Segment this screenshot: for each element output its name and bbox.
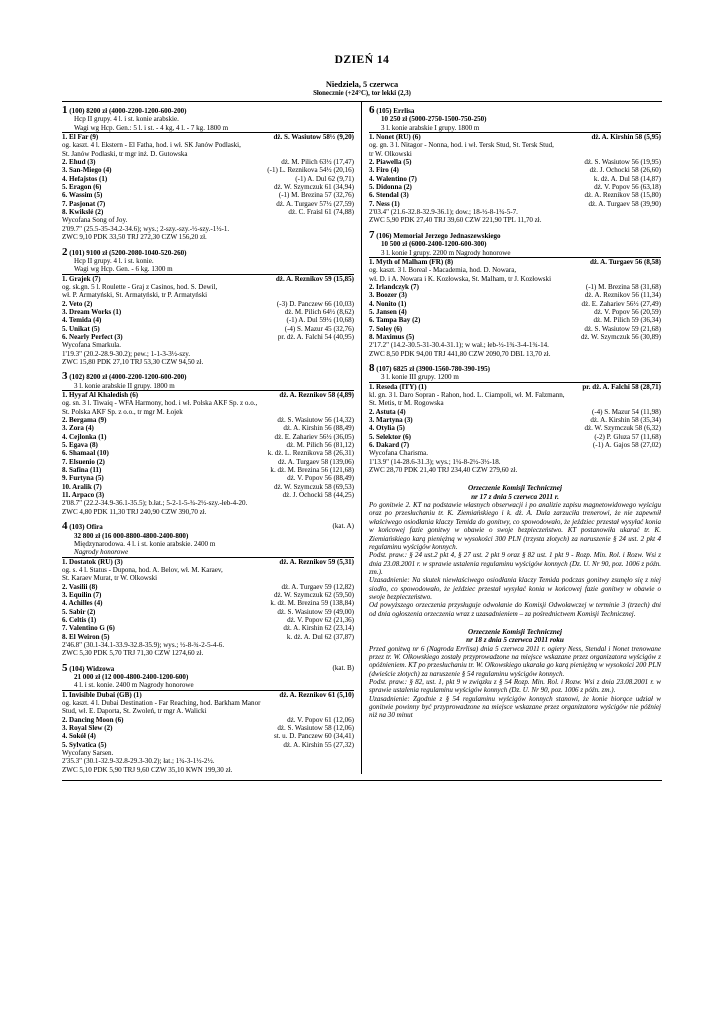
jockey-info: (-1) M. Brezina 57 (32,76) [278, 191, 354, 200]
horse-name: 8. Maximus (5) [369, 332, 415, 341]
jockey-info: dż. W. Szymczuk 61 (34,94) [273, 183, 354, 192]
horse-name: 7. Soley (6) [369, 324, 403, 333]
horse-name: 5. Selektor (6) [369, 432, 411, 441]
horse-name: 4. Cejlonka (1) [62, 432, 107, 441]
place-row [62, 441, 354, 449]
place-row [369, 175, 661, 183]
jockey-info: k. dż. A. Dul 62 (37,87) [286, 632, 354, 641]
race-heading [369, 228, 661, 241]
race-block [62, 522, 354, 658]
horse-name: 8. Kwikslé (2) [62, 208, 104, 217]
place-row [62, 316, 354, 324]
winner-info: og. s. 4 l. Status - Dupona, hod. A. Belov, wł. M. Karaev, [62, 565, 223, 574]
race-block [62, 245, 354, 367]
winner-name: 1. Invisible Dubai (GB) (1) [62, 690, 142, 699]
winner-info: kl. gn. 3 l. Daro Sopran - Rahon, hod. L. Ciampoli, wł. M. Falzmann, [369, 391, 565, 399]
commission-title: Orzeczenie Komisji Technicznej [468, 484, 562, 493]
place-row [62, 483, 354, 491]
jockey-info: dż. V. Popov 56 (88,49) [287, 474, 354, 483]
winner-info: og. sk.gn. 5 l. Roulette - Graj z Casinos, hod. S. Dewil, [62, 282, 218, 291]
race-title [369, 228, 501, 241]
horse-name: 2. Piawella (5) [369, 158, 412, 167]
place-row [62, 716, 354, 724]
place-row [62, 300, 354, 308]
commission-appeal: Od powyższego orzeczenia przysługuje odwołanie do Komisji Odwoławczej w terminie 3 (trzech) dni od dnia ogłoszenia orzeczenia wraz z uzasadnieniem – za pośrednictwem Komisji Technicznej. [369, 601, 661, 618]
place-row [369, 166, 661, 174]
horse-name: 3. Dream Works (1) [62, 307, 122, 316]
jockey-info: dż. S. Wasiutow 59 (21,68) [584, 324, 661, 333]
jockey-info: pr. dż. A. Falchi 54 (40,95) [277, 332, 354, 341]
place-row [62, 608, 354, 616]
winner-jockey: pr. dż. A. Falchi 58 (28,71) [582, 382, 661, 391]
place-row [62, 466, 354, 474]
place-row [62, 325, 354, 333]
place-row [369, 441, 661, 449]
race-condition: 21 000 zł (12 000-4800-2400-1200-600) [74, 673, 189, 681]
jockey-info: dż. J. Ochocki 58 (26,60) [589, 166, 661, 175]
jockey-info: (-1) M. Brezina 58 (31,68) [585, 282, 661, 291]
horse-name: 6. Wassim (5) [62, 191, 103, 200]
race-purse: (101) 9100 zł (5200-2080-1040-520-260) [69, 248, 187, 257]
place-row [369, 433, 661, 441]
race-purse: (105) Errlisa [376, 107, 415, 115]
winner-row [369, 132, 661, 141]
race-number: 6 [369, 104, 375, 116]
horse-name: 6. Dakard (7) [369, 441, 410, 450]
race-title [62, 661, 115, 674]
race-footer: ZWC 28,70 PDK 21,40 TRJ 234,40 CZW 279,60 zł. [369, 466, 518, 475]
race-footer: ZWC 4,80 PDK 11,30 TRJ 240,90 CZW 390,70 zł. [62, 507, 207, 516]
place-row [369, 416, 661, 424]
place-row [62, 591, 354, 599]
winner-info: wł. P. Armatyński, St. Armatyński, tr P. Armatyński [62, 291, 208, 300]
horse-name: 7. Pasjonat (7) [62, 199, 106, 208]
race-block [62, 372, 354, 516]
jockey-info: dż. W. Szymczuk 56 (30,89) [580, 332, 661, 341]
race-heading [62, 522, 354, 531]
place-row [369, 300, 661, 308]
race-title [62, 372, 187, 381]
winner-name: 1. Hyyaf Al Khaledish (6) [62, 391, 139, 399]
jockey-info: dż. J. Ochocki 58 (44,25) [282, 491, 354, 500]
race-condition: Wagi wg Hcp. Gen. - 6 kg. 1300 m [74, 265, 173, 274]
horse-name: 7. Elsuenio (2) [62, 457, 105, 466]
race-purse: (102) 8200 zł (4000-2200-1200-600-200) [69, 373, 187, 382]
race-condition: 4 l. i st. konie. 2400 m Nagrody honorowe [74, 681, 194, 690]
winner-row [62, 557, 354, 566]
commission-18 [369, 628, 661, 720]
jockey-info: dż. A. Reznikov 56 (11,34) [584, 291, 661, 300]
race-purse: (104) Widzowa [69, 664, 115, 673]
place-row [62, 416, 354, 424]
horse-name: 6. Shamaal (10) [62, 449, 109, 458]
race-condition: 3 l. konie arabskie II grupy. 1800 m [74, 381, 175, 390]
horse-name: 2. Vasilii (8) [62, 582, 98, 591]
race-title [62, 106, 187, 115]
race-heading [62, 661, 354, 674]
jockey-info: dż. V. Popov 56 (63,18) [594, 183, 661, 192]
place-row [369, 183, 661, 191]
place-row [369, 200, 661, 208]
winner-row [369, 257, 661, 266]
winner-jockey: dż. A. Kirshin 58 (5,95) [591, 133, 661, 142]
race-heading [369, 106, 661, 115]
winner-row [369, 382, 661, 391]
horse-name: 4. Otylia (5) [369, 424, 405, 433]
horse-name: 2. Veto (2) [62, 299, 93, 308]
place-row [369, 333, 661, 341]
winner-name: 1. Myth of Malham (FR) (8) [369, 257, 454, 266]
race-number: 1 [62, 104, 68, 116]
winner-info: og. gn. 3 l. Nitagor - Nonna, hod. i wł. Tersk Stud, St. Tersk Stud, [369, 141, 554, 150]
horse-name: 4. Achilles (4) [62, 599, 103, 608]
commission-legal-basis: Podst. praw.: § 82, ust. 1, pkt 9 w związku z § 54 Rozp. Min. Rol. i Rozw. Wsi z dnia 23.08.2001 r. w sprawie ustalenia regulaminu wyścigów konnych (Dz. U. Nr 90, poz. 1006 z późn. zm.). [369, 678, 661, 695]
horse-name: 4. Walentino (7) [369, 174, 417, 183]
jockey-info: (-2) P. Gluza 57 (11,68) [594, 432, 661, 441]
jockey-info: dż. S. Wasiutow 56 (19,95) [584, 158, 661, 167]
horse-name: 7. Valentino G (6) [62, 624, 115, 633]
horse-name: 6. Tampa Bay (2) [369, 316, 421, 325]
jockey-info: k. dż. M. Brezina 59 (138,84) [270, 599, 354, 608]
horse-name: 3. Equilin (7) [62, 590, 102, 599]
winner-jockey: dż. A. Reznikov 59 (5,31) [279, 557, 354, 566]
horse-name: 3. San-Miego (4) [62, 166, 112, 175]
winner-info: St. Metis, tr M. Rogowska [369, 399, 444, 408]
race-footer: ZWC 5,10 PDK 5,90 TRJ 9,60 CZW 35,10 KWN 199,30 zł. [62, 765, 233, 774]
winner-info: St. Karaev Murat, tr W. Olkowski [62, 574, 158, 583]
winner-jockey: dż. S. Wasiutow 58½ (9,20) [273, 133, 354, 142]
jockey-info: dż. A. Kirshin 56 (88,49) [283, 424, 354, 433]
jockey-info: dż. W. Szymczuk 58 (69,53) [273, 482, 354, 491]
jockey-info: (-1) A. Gajos 58 (27,02) [592, 441, 661, 450]
race-footer: 2'17.2" (14.2-30.5-31-30.4-31.1); w wał.; łeb-½-1¾-3-4-1¾-14. [369, 341, 549, 350]
place-row [62, 474, 354, 482]
horse-name: 4. Sokół (4) [62, 732, 96, 741]
horse-name: 3. Boozer (3) [369, 291, 408, 300]
race-footer: Wycofana Song of Joy. [62, 216, 128, 225]
jockey-info: dż. V. Popov 62 (21,36) [287, 615, 354, 624]
winner-name: 1. Grajek (7) [62, 274, 101, 283]
place-row [62, 624, 354, 632]
race-purse: (100) 8200 zł (4000-2200-1200-600-200) [69, 107, 187, 115]
horse-name: 7. Ness (1) [369, 199, 400, 208]
horse-name: 5. Egava (8) [62, 441, 98, 450]
jockey-info: dż. E. Zahariev 56½ (27,49) [581, 299, 661, 308]
race-heading [62, 245, 354, 258]
winner-info: og. kaszt. 4 l. Dubai Destination - Far Reaching, hod. Barkham Manor [62, 699, 261, 708]
place-row [62, 724, 354, 732]
jockey-info: (-1) A. Dul 62 (9,71) [295, 174, 354, 183]
race-condition: 3 l. konie III grupy. 1200 m [381, 373, 459, 382]
horse-name: 11. Arpaco (3) [62, 491, 105, 500]
place-row [62, 424, 354, 432]
jockey-info: dż. A. Turgaev 58 (39,90) [588, 199, 661, 208]
jockey-info: k. dż. L. Reznikova 58 (26,31) [267, 449, 354, 458]
jockey-info: dż. A. Turgaev 57½ (27,59) [276, 199, 354, 208]
jockey-info: dż. A. Kirshin 58 (35,34) [590, 416, 661, 425]
commission-justification: Uzasadnienie: Na skutek niewłaściwego osiodłania klaczy Temida podczas gonitwy zsunęło się z niej siodło, co spowodowało, że jeździec przestał wysyłać konia w końcowej fazie gonitwy w obawie o swoje bezpieczeństwo. [369, 576, 661, 601]
jockey-info: dż. S. Wasiutow 58 (12,06) [277, 724, 354, 733]
race-number: 7 [369, 228, 375, 241]
race-footer: ZWC 9,10 PDK 33,50 TRJ 272,30 CZW 156,20 zł. [62, 233, 207, 242]
race-footer: ZWC 5,30 PDK 5,70 TRJ 71,30 CZW 1274,60 zł. [62, 649, 204, 658]
place-row [369, 191, 661, 199]
winner-name: 1. Nonet (RU) (6) [369, 133, 421, 142]
winner-name: 1. Reseda (ITY) (1) [369, 382, 427, 391]
race-condition: 3 l. konie arabskie I grupy. 1800 m [381, 123, 480, 132]
race-block [369, 106, 661, 225]
right-column [361, 102, 661, 774]
jockey-info: dż. E. Zahariev 56½ (36,05) [274, 432, 354, 441]
race-title [369, 106, 414, 115]
race-footer: 2'35.3" (30.1-32.9-32.8-29.3-30.2); łat.; 1¾-3-1½-2½. [62, 757, 215, 766]
commission-17 [369, 484, 661, 618]
place-row [62, 633, 354, 641]
commission-text: Po gonitwie 2. KT na podstawie własnych obserwacji i po analizie zapisu magnetowidowego wyścigu oraz po przesłuchaniu tr. K. Ziemiańskiego i k. dż. A. Dula zarzuciła trenerowi, że nie zapewnił właściwego osiodłania klaczy Temida do gonitwy, co spowodowało, że jeździec przestał wysyłać konia w końcowej fazie gonitwy w obawie o swoje bezpieczeństwo. KT postanowiła ukarać tr. K. Ziemiańskiego karą pieniężną w wysokości 300 PLN (trzysta złotych) za naruszenie § 24 ust. 2 pkt 4 regulaminu wyścigów konnych. [369, 501, 661, 551]
winner-jockey: dż. A. Turgaev 56 (8,58) [589, 257, 661, 266]
horse-name: 5. Eragon (6) [62, 183, 102, 192]
race-block [62, 106, 354, 242]
race-condition: 3 l. konie I grupy. 2200 m Nagrody honorowe [381, 248, 511, 257]
race-footer: 2'09.7" (25.5-35-34.2-34.6); wys.; 2-szy.-szy.-½-szy.-1½-1. [62, 224, 230, 233]
jockey-info: dż. C. Fraisl 61 (74,88) [288, 208, 354, 217]
day-title: DZIEŃ 14 [334, 54, 390, 66]
place-row [62, 599, 354, 607]
place-row [62, 583, 354, 591]
horse-name: 4. Nonito (1) [369, 299, 407, 308]
jockey-info: dż. W. Szymczuk 62 (59,50) [273, 590, 354, 599]
race-condition: 32 800 zł (16 000-8800-4800-2400-800) [74, 531, 189, 540]
place-row [62, 333, 354, 341]
place-row [369, 308, 661, 316]
race-category: (kat. B) [332, 663, 354, 672]
winner-info: og. sn. 3 l. Tiwaiq - WFA Harmony, hod. i wł. Polska AKF Sp. z o.o., [62, 399, 258, 408]
place-row [62, 458, 354, 466]
race-title [62, 522, 103, 531]
jockey-info: (-3) D. Panczew 66 (10,03) [276, 299, 354, 308]
place-row [62, 175, 354, 183]
jockey-info: dż. A. Kirshin 55 (27,32) [283, 740, 354, 749]
race-condition: 10 500 zł (6000-2400-1200-600-300) [381, 240, 487, 249]
place-row [369, 424, 661, 432]
horse-name: 9. Furtyna (5) [62, 474, 104, 483]
winner-row [62, 274, 354, 283]
horse-name: 3. Firo (4) [369, 166, 399, 175]
jockey-info: (-1) L. Reznikova 54½ (20,16) [267, 166, 354, 175]
winner-info: St. Polska AKF Sp. z o.o., tr mgr M. Łojek [62, 407, 183, 416]
jockey-info: k. dż. A. Dul 58 (14,87) [593, 174, 661, 183]
race-heading [62, 106, 354, 115]
race-footer: 2'08.7" (22.2-34.9-36.1-35.5); b.łat.; 5-2-1-5-¾-2½-szy.-łeb-4-20. [62, 499, 248, 508]
winner-info: St. Janów Podlaski, tr mgr inż. D. Gutowska [62, 149, 188, 158]
place-row [62, 166, 354, 174]
jockey-info: (-4) S. Mazur 54 (11,98) [591, 407, 661, 416]
jockey-info: dż. W. Szymczuk 58 (6,32) [584, 424, 661, 433]
page [62, 40, 662, 781]
right-races [369, 106, 661, 474]
place-row [369, 325, 661, 333]
jockey-info: k. dż. M. Brezina 56 (121,68) [270, 466, 354, 475]
winner-name: 1. El Far (9) [62, 133, 99, 142]
horse-name: 5. Sabir (2) [62, 607, 96, 616]
winner-info: tr W. Olkowski [369, 149, 412, 158]
winner-jockey: dż. A. Reznikov 59 (15,85) [275, 274, 354, 283]
commission-legal-basis: Podst. praw.: § 24 ust.2 pkt 4, § 27 ust. 2 pkt 9 oraz § 82 ust. 1 pkt 9 - Rozp. Min. Rol. i Rozw. Wsi z dnia 23.08.2001 r. w sprawie ustalenia regulaminu wyścigów konnych (Dz. U. Nr 90, poz. 1006 z późn. zm.). [369, 551, 661, 576]
race-condition: 10 250 zł (5000-2750-1500-750-250) [381, 115, 487, 124]
race-number: 2 [62, 245, 68, 258]
race-number: 5 [62, 661, 68, 674]
horse-name: 2. Bergama (9) [62, 416, 107, 425]
horse-name: 2. Ehud (3) [62, 158, 96, 167]
jockey-info: dż. V. Popov 61 (12,06) [287, 715, 354, 724]
winner-info: Stud, wł. E. Daporta, St. Zwoleń, tr mgr A. Walicki [62, 707, 207, 716]
winner-jockey: dż. A. Reznikov 61 (5,10) [279, 690, 354, 699]
horse-name: 5. Jansen (4) [369, 307, 407, 316]
place-row [62, 616, 354, 624]
race-footer: ZWC 15,80 PDK 27,10 TRJ 53,30 CZW 94,50 zł. [62, 357, 204, 366]
jockey-info: dż. S. Wasiutow 59 (49,00) [277, 607, 354, 616]
horse-name: 6. Stendal (3) [369, 191, 409, 200]
race-heading [62, 372, 354, 381]
left-column [62, 102, 361, 774]
horse-name: 3. Martyna (3) [369, 416, 413, 425]
race-block [62, 661, 354, 774]
jockey-info: dż. A. Kirshin 62 (23,14) [283, 624, 354, 633]
race-condition: Międzynarodowa. 4 l. i st. konie arabskie. 2400 m [74, 539, 216, 548]
jockey-info: dż. M. Pilich 64½ (8,62) [284, 307, 354, 316]
place-row [62, 449, 354, 457]
race-number: 4 [62, 520, 68, 533]
winner-info: wł. D. i A. Nowara i K. Kozłowska, St. Malham, tr J. Kozłowski [369, 274, 552, 283]
horse-name: 6. Nearly Perfect (3) [62, 332, 123, 341]
jockey-info: (-1) A. Dul 59½ (10,68) [286, 316, 354, 325]
horse-name: 10. Aralik (7) [62, 482, 102, 491]
place-row [62, 183, 354, 191]
place-row [369, 158, 661, 166]
jockey-info: dż. M. Pilich 56 (81,12) [286, 441, 354, 450]
weather-line: Słonecznie (+24°C), tor lekki (2,3) [313, 90, 411, 97]
race-footer: 1'13.9" (14-28.6-31.3); wys.; 1¼-8-2½-3½-18. [369, 457, 501, 466]
race-footer: 2'46.8" (30.1-34.1-33.9-32.8-35.9); wys.; ½-8-¾-2-5-4-6. [62, 640, 225, 649]
horse-name: 5. Unikat (5) [62, 324, 100, 333]
horse-name: 8. El Weiron (5) [62, 632, 110, 641]
horse-name: 2. Astuta (4) [369, 407, 406, 416]
date-subtitle: Niedziela, 5 czerwca [325, 80, 399, 89]
winner-row [62, 390, 354, 399]
race-condition: Hcp II grupy. 4 l. i st. konie arabskie. [74, 115, 179, 124]
horse-name: 3. Royal Slew (2) [62, 724, 113, 733]
horse-name: 2. Irlandczyk (7) [369, 282, 419, 291]
place-row [369, 316, 661, 324]
place-row [62, 158, 354, 166]
winner-name: 1. Dostatok (RU) (3) [62, 557, 123, 566]
columns [62, 102, 662, 774]
place-row [62, 732, 354, 740]
horse-name: 6. Celtis (1) [62, 615, 97, 624]
winner-info: og. kaszt. 4 l. Ekstern - El Fatha, hod. i wł. SK Janów Podlaski, [62, 141, 241, 150]
race-title [369, 361, 490, 374]
winner-row [62, 690, 354, 699]
race-category: (kat. A) [332, 522, 354, 531]
place-row [369, 283, 661, 291]
race-footer: ZWC 8,50 PDK 94,00 TRJ 441,80 CZW 2090,70 DBL 13,70 zł. [369, 349, 551, 358]
horse-name: 2. Dancing Moon (6) [62, 715, 124, 724]
horse-name: 5. Sylvatica (5) [62, 740, 107, 749]
place-row [62, 200, 354, 208]
race-footer: 1'19.3" (20.2-28.9-30.2); pew.; 1-1-3-3½-szy. [62, 349, 191, 358]
jockey-info: dż. A. Reznikov 58 (15,80) [584, 191, 661, 200]
winner-row [62, 132, 354, 141]
race-condition: Wagi wg Hcp. Gen.: 5 l. i st. - 4 kg, 4 l. - 7 kg. 1800 m [74, 123, 229, 132]
bottom-rule [62, 780, 662, 781]
horse-name: 5. Didonna (2) [369, 183, 412, 192]
winner-jockey: dż. A. Reznikov 58 (4,89) [279, 391, 354, 399]
place-row [62, 741, 354, 749]
jockey-info: dż. V. Popov 56 (20,59) [594, 307, 661, 316]
race-number: 3 [62, 370, 68, 383]
race-block [369, 361, 661, 475]
race-heading [369, 361, 661, 374]
place-row [369, 408, 661, 416]
race-condition: Hcp II grupy. 4 l. i st. konie. [74, 256, 154, 265]
race-title [62, 245, 187, 258]
commission-justification: Uzasadnienie: Zgodnie z § 54 regulaminu wyścigów konnych stanowi, że konie biorące udział w gonitwie powinny być przyprowadzone na miejsce wskazane przez organizatora wyścigów nie później niż na 30 minut [369, 694, 661, 720]
place-row [62, 191, 354, 199]
place-row [62, 208, 354, 216]
commission-number: nr 17 z dnia 5 czerwca 2011 r. [471, 492, 559, 501]
commission-text: Przed gonitwą nr 6 (Nagroda Errlisa) dnia 5 czerwca 2011 r. ogiery Ness, Stendal i Nonet trenowane przez tr. W. Olkowskiego zostały przyprowadzone na miejsce wskazane przez organizatora wyścigów z opóźnieniem. KT po przesłuchaniu tr. W. Olkowskiego ukarała go karą pieniężną w wysokości 200 PLN (dwieście złotych) za naruszenie § 54 regulaminu wyścigów konnych. [369, 644, 661, 678]
jockey-info: (-4) S. Mazur 45 (32,76) [284, 324, 354, 333]
jockey-info: dż. A. Turgaev 59 (12,82) [281, 582, 354, 591]
horse-name: 8. Safina (11) [62, 466, 102, 475]
commission-number: nr 18 z dnia 5 czerwca 2011 roku [466, 636, 564, 645]
race-footer: Wycofana Charisma. [369, 449, 429, 458]
place-row [62, 308, 354, 316]
horse-name: 3. Zora (4) [62, 424, 94, 433]
race-purse: (107) 6825 zł (3900-1560-780-390-195) [376, 364, 490, 373]
winner-info: og. kaszt. 3 l. Boreal - Macademia, hod. D. Nowara, [369, 266, 517, 275]
race-number: 8 [369, 361, 375, 374]
race-footer: Wycofany Sarsen. [62, 749, 114, 758]
place-row [62, 433, 354, 441]
race-purse: (103) Ofira [69, 523, 103, 532]
horse-name: 4. Temida (4) [62, 316, 102, 325]
race-condition: Nagrody honorowe [74, 548, 129, 557]
race-footer: ZWC 5,90 PDK 27,40 TRJ 39,60 CZW 221,90 TPL 11,70 zł. [369, 216, 542, 225]
horse-name: 4. Hefajstos (1) [62, 174, 108, 183]
race-block [369, 228, 661, 358]
race-purse: (106) Memoriał Jerzego Jednaszewskiego [376, 231, 501, 240]
place-row [369, 291, 661, 299]
place-row [62, 491, 354, 499]
race-footer: 2'03.4" (21.6-32.8-32.9-36.1); dow.; 18-½-8-1¾-5-7. [369, 208, 518, 217]
race-footer: Wycofana Smarkula. [62, 341, 122, 350]
commission-title: Orzeczenie Komisji Technicznej [468, 627, 562, 636]
jockey-info: st. u. D. Panczew 60 (34,41) [273, 732, 354, 741]
jockey-info: dż. M. Pilich 63½ (17,47) [281, 158, 354, 167]
jockey-info: dż. S. Wasiutow 56 (14,32) [277, 416, 354, 425]
jockey-info: dż. A. Turgaev 58 (139,06) [277, 457, 354, 466]
jockey-info: dż. M. Pilich 59 (36,34) [593, 316, 661, 325]
